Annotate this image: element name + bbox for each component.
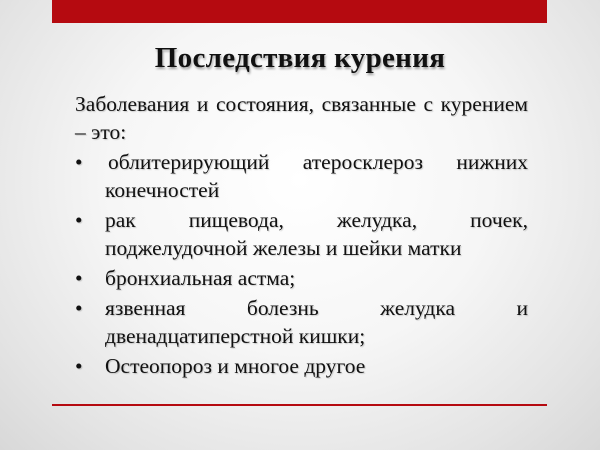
slide-title: Последствия курения: [154, 42, 446, 74]
bullet-list: [75, 148, 528, 380]
intro-text: Заболевания и состояния, связанные с курением – это:: [75, 92, 528, 144]
bullet-icon: •: [75, 354, 83, 378]
list-item: [75, 264, 528, 292]
list-item-text: рак пищевода, желудка, почек, поджелудочной железы и шейки матки: [105, 208, 528, 260]
list-item: [75, 206, 528, 262]
bullet-icon: •: [75, 208, 83, 232]
bullet-icon: •: [75, 266, 83, 290]
list-item: [75, 294, 528, 350]
list-item-text: облитерирующий атеросклероз нижних конечностей: [105, 150, 528, 202]
bottom-accent-line: [52, 404, 547, 406]
list-item-text: бронхиальная астма;: [105, 266, 296, 290]
list-item: [75, 148, 528, 204]
slide-body: [75, 90, 528, 382]
bullet-icon: •: [75, 150, 83, 174]
list-item-text: Остеопороз и многое другое: [105, 354, 366, 378]
list-item: [75, 352, 528, 380]
list-item-text: язвенная болезнь желудка и двенадцатиперстной кишки;: [105, 296, 528, 348]
top-accent-bar: [52, 0, 547, 23]
bullet-icon: •: [75, 296, 83, 320]
